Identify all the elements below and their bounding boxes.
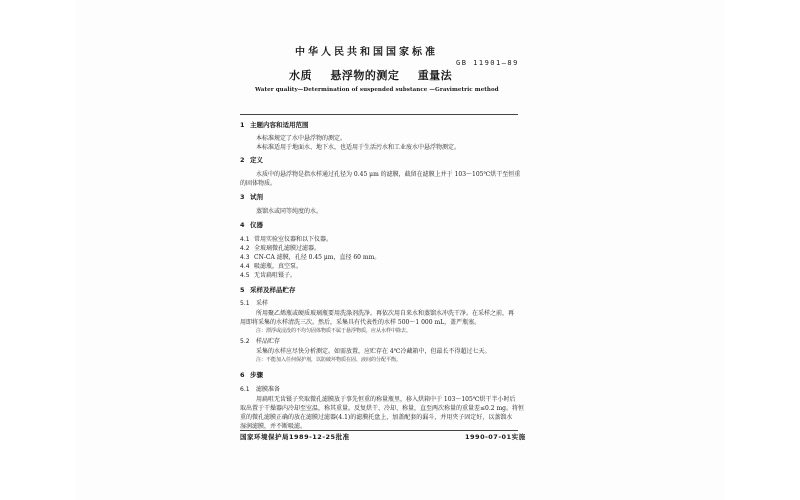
section-6-1-heading: 6.1 滤膜准备 xyxy=(240,386,281,393)
section-5-2-note: 注：不能加入任何保护剂，以防破坏物质在固、液间的分配平衡。 xyxy=(256,357,402,363)
section-5-2-line-1: 采集的水样应尽快分析测定。如需放置，应贮存在 4℃冷藏箱中，但最长不得超过七天。 xyxy=(256,348,491,355)
section-5-1-heading: 5.1 采样 xyxy=(240,300,269,307)
section-4-item-2: 4.2 全玻璃微孔滤膜过滤器。 xyxy=(240,245,321,252)
section-2-line-1: 水质中的悬浮物是指水样通过孔径为 0.45 μm 的滤膜，截留在滤膜上并于 103～105℃烘干至恒重 xyxy=(256,171,521,178)
header-divider xyxy=(240,114,518,115)
section-6-1-line-4: 湿润滤膜，并不断吸滤。 xyxy=(240,423,307,430)
section-1-para-2: 本标准适用于地面水、地下水，也适用于生活污水和工业废水中悬浮物测定。 xyxy=(256,144,461,151)
section-3-heading: 3 试剂 xyxy=(240,193,263,201)
section-6-1-line-1: 用扁咀无齿镊子夹取微孔滤膜放于事先恒重的称量瓶里，移入烘箱中于 103～105℃烘干半小时后 xyxy=(256,396,516,403)
section-2-line-2: 的固体物质。 xyxy=(240,180,277,187)
footer-divider xyxy=(240,430,518,431)
section-5-heading: 5 采样及样品贮存 xyxy=(240,286,296,294)
section-6-1-line-2: 取出置于干燥器内冷却至室温，称其重量。反复烘干、冷却、称量，直至两次称量的重量差≤0.2 mg。将恒 xyxy=(240,405,525,412)
section-5-1-note: 注：漂浮或浸没的不均匀固体物质不属于悬浮物质，应从水样中除去。 xyxy=(256,328,412,334)
section-4-heading: 4 仪器 xyxy=(240,221,263,229)
title-part-3: 重量法 xyxy=(417,69,453,82)
document-title xyxy=(289,67,466,83)
title-part-1: 水质 xyxy=(289,69,312,82)
section-5-1-line-1: 所用聚乙烯瓶或硬质玻璃瓶要用洗涤剂洗净。再依次用自来水和蒸馏水冲洗干净。在采样之前，再 xyxy=(256,310,515,317)
section-4-item-1: 4.1 常用实验室仪器和以下仪器。 xyxy=(240,236,333,243)
section-6-1-line-3: 重的微孔滤膜正确的放在滤膜过滤器(4.1)的滤膜托盘上，加盖配套的漏斗，并用夹子固定好，以蒸馏水 xyxy=(240,414,513,421)
section-6-heading: 6 步骤 xyxy=(240,371,263,379)
section-1-para-1: 本标准规定了水中悬浮物的测定。 xyxy=(256,135,347,142)
country-standard-label: 中华人民共和国国家标准 xyxy=(295,47,438,58)
section-4-item-3: 4.3 CN-CA 滤膜，孔径 0.45 μm，直径 60 mm。 xyxy=(240,254,381,261)
document-page xyxy=(240,30,570,450)
standard-number: GB 11901—89 xyxy=(456,59,519,67)
section-3-para: 蒸馏水或同等纯度的水。 xyxy=(256,208,323,215)
section-5-1-line-2: 用即将采集的水样清洗三次。然后，采集具有代表性的水样 500～1 000 mL，盖严瓶塞。 xyxy=(240,319,481,326)
section-4-item-4: 4.4 吸滤瓶，真空泵。 xyxy=(240,263,303,270)
section-5-2-heading: 5.2 样品贮存 xyxy=(240,338,281,345)
section-1-heading: 1 主题内容和适用范围 xyxy=(240,121,309,129)
title-part-2: 悬浮物的测定 xyxy=(330,69,400,82)
implementation-date: 1990-07-01实施 xyxy=(465,433,526,441)
section-2-heading: 2 定义 xyxy=(240,156,263,164)
english-title: Water quality—Determination of suspended substance —Gravimetric method xyxy=(255,87,499,93)
section-4-item-5: 4.5 无齿扁咀镊子。 xyxy=(240,272,297,279)
approval-date: 国家环境保护局1989-12-25批准 xyxy=(240,433,350,441)
